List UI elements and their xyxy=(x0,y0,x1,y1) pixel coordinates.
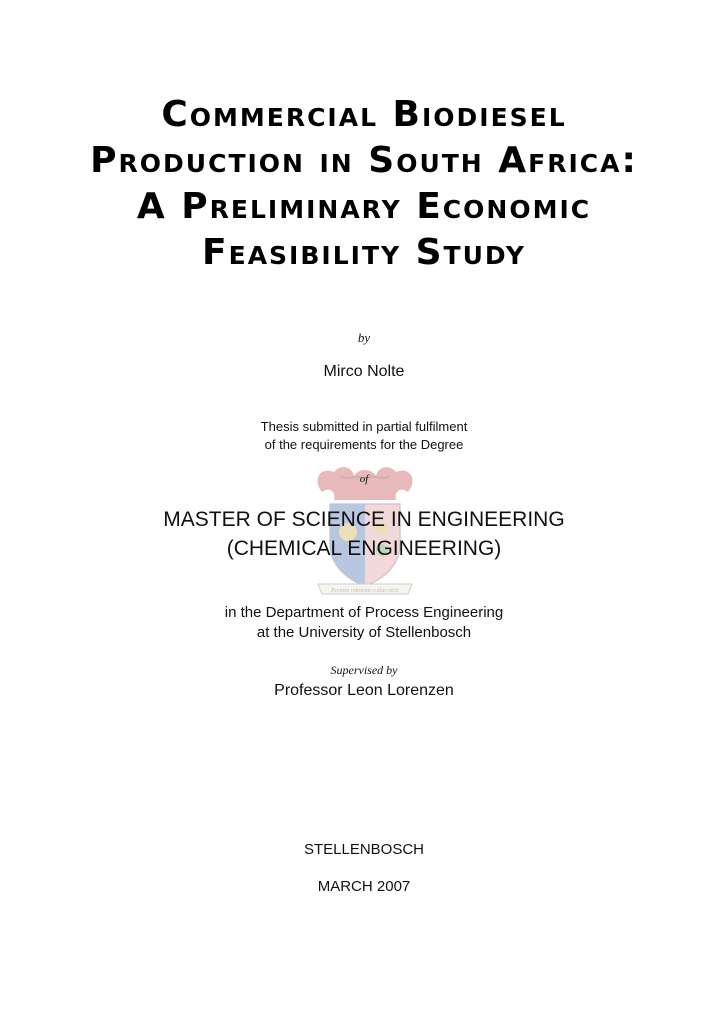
degree-line: MASTER OF SCIENCE IN ENGINEERING xyxy=(163,508,565,531)
submission-line: Thesis submitted in partial fulfilment xyxy=(260,419,468,434)
submission-statement xyxy=(0,418,728,454)
title-line: Feasibility Study xyxy=(202,232,526,273)
degree-name xyxy=(0,505,728,563)
department-line: in the Department of Process Engineering xyxy=(224,604,504,621)
by-label: by xyxy=(357,330,371,345)
supervisor-name: Professor Leon Lorenzen xyxy=(274,682,454,699)
of-label: of xyxy=(359,473,369,485)
crest-motto: Pectora roborant cultus recti xyxy=(331,588,399,594)
supervised-label: Supervised by xyxy=(330,663,398,677)
department-line: at the University of Stellenbosch xyxy=(256,624,472,641)
place: STELLENBOSCH xyxy=(303,841,425,858)
submission-line: of the requirements for the Degree xyxy=(264,437,464,452)
title-line: A Preliminary Economic xyxy=(136,186,592,227)
degree-line: (CHEMICAL ENGINEERING) xyxy=(226,537,502,560)
title-line: Production in South Africa: xyxy=(90,140,638,181)
author-name: Mirco Nolte xyxy=(323,363,405,380)
thesis-title xyxy=(0,92,728,276)
submission-date: MARCH 2007 xyxy=(317,878,411,895)
title-line: Commercial Biodiesel xyxy=(161,94,567,135)
department-statement xyxy=(0,603,728,643)
